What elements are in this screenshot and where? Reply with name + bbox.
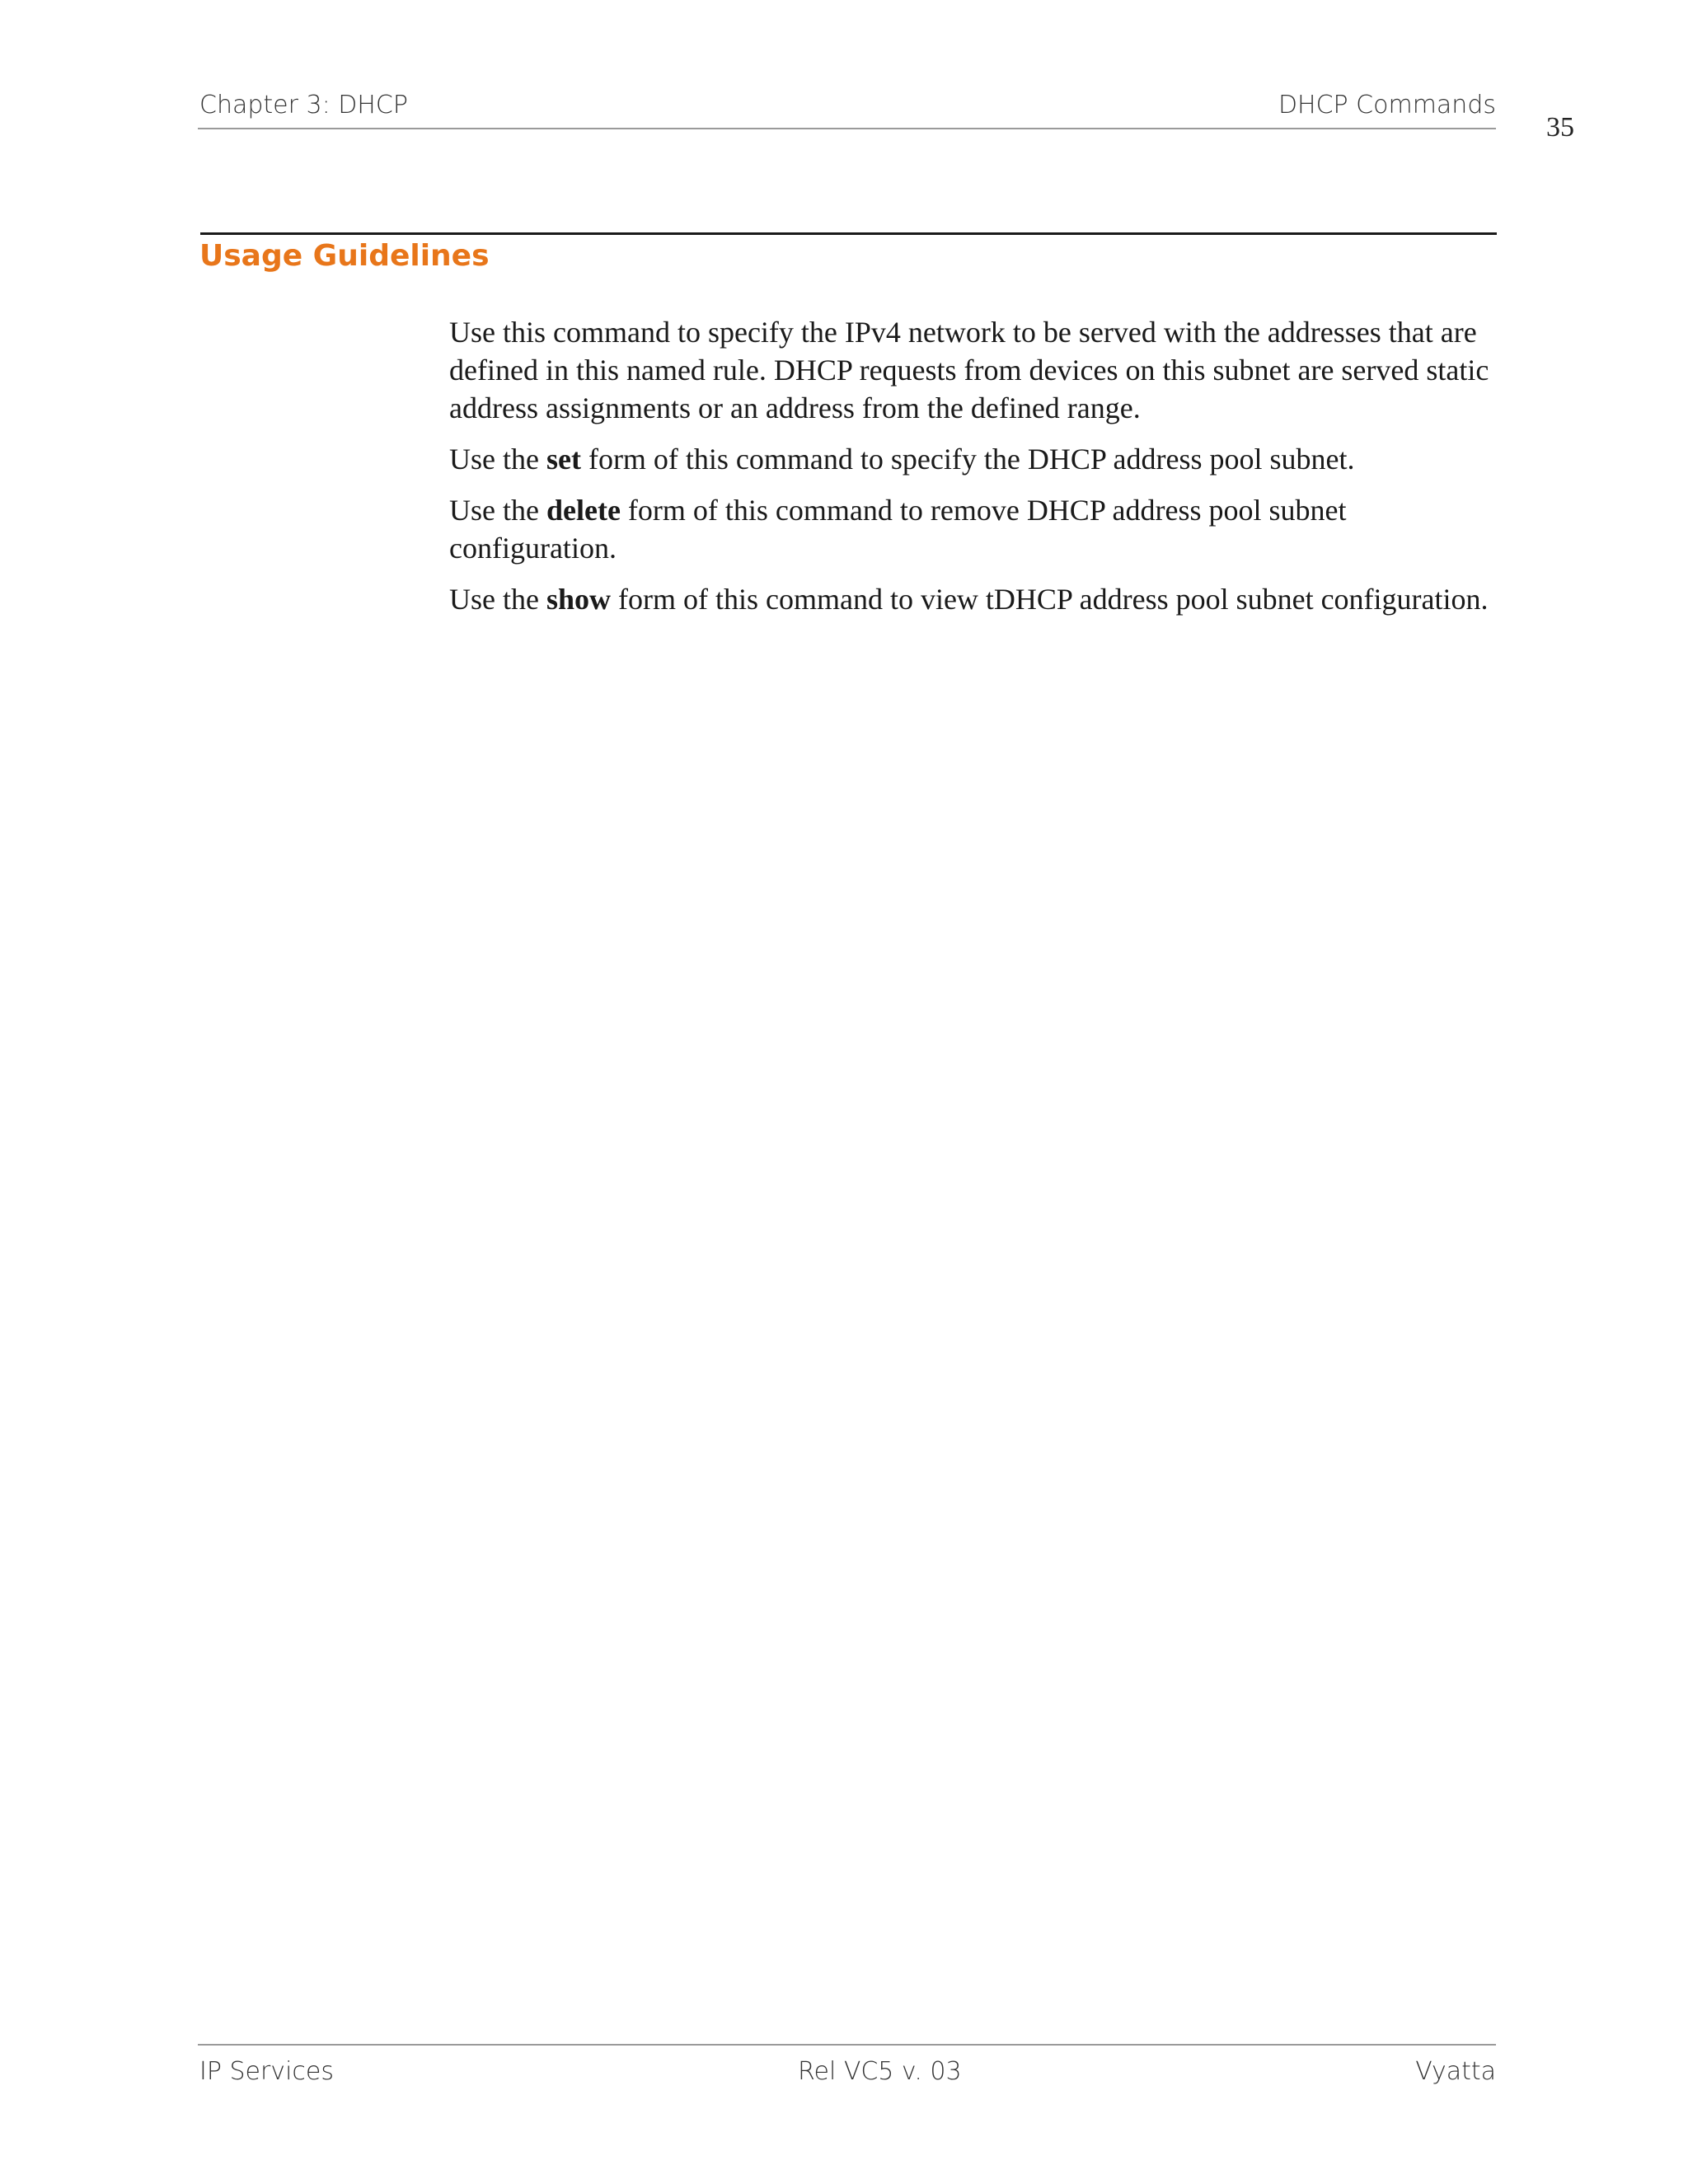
command-keyword-delete: delete (546, 494, 621, 527)
section-heading: Usage Guidelines (199, 239, 490, 273)
paragraph-suffix: form of this command to view tDHCP address pool subnet configuration. (611, 583, 1489, 616)
paragraph-prefix: Use the (449, 494, 546, 527)
footer-release: Rel VC5 v. 03 (798, 2057, 962, 2086)
running-header-section: DHCP Commands (1278, 91, 1496, 120)
paragraph-purpose: Use this command to specify the IPv4 network to be served with the addresses that are defined in this named rule. DHCP requests from devices on this subnet are served static address assignments or an address from the defined range. (449, 316, 1489, 424)
section-divider (200, 232, 1497, 235)
section-body (449, 313, 1500, 631)
footer-divider (198, 2044, 1496, 2046)
paragraph-suffix: form of this command to remove DHCP address pool subnet configuration. (449, 494, 1347, 565)
paragraph-show-form (449, 580, 1500, 618)
page-number: 35 (1546, 112, 1574, 143)
command-keyword-show: show (546, 583, 611, 616)
paragraph-delete-form (449, 491, 1500, 567)
running-header-chapter: Chapter 3: DHCP (199, 91, 408, 120)
command-keyword-set: set (546, 443, 581, 476)
footer-vendor: Vyatta (1415, 2057, 1496, 2086)
paragraph-prefix: Use the (449, 583, 546, 616)
paragraph-prefix: Use the (449, 443, 546, 476)
paragraph-suffix: form of this command to specify the DHCP address pool subnet. (580, 443, 1355, 476)
header-divider (198, 128, 1496, 129)
footer-product: IP Services (199, 2057, 334, 2086)
paragraph-set-form (449, 440, 1500, 478)
